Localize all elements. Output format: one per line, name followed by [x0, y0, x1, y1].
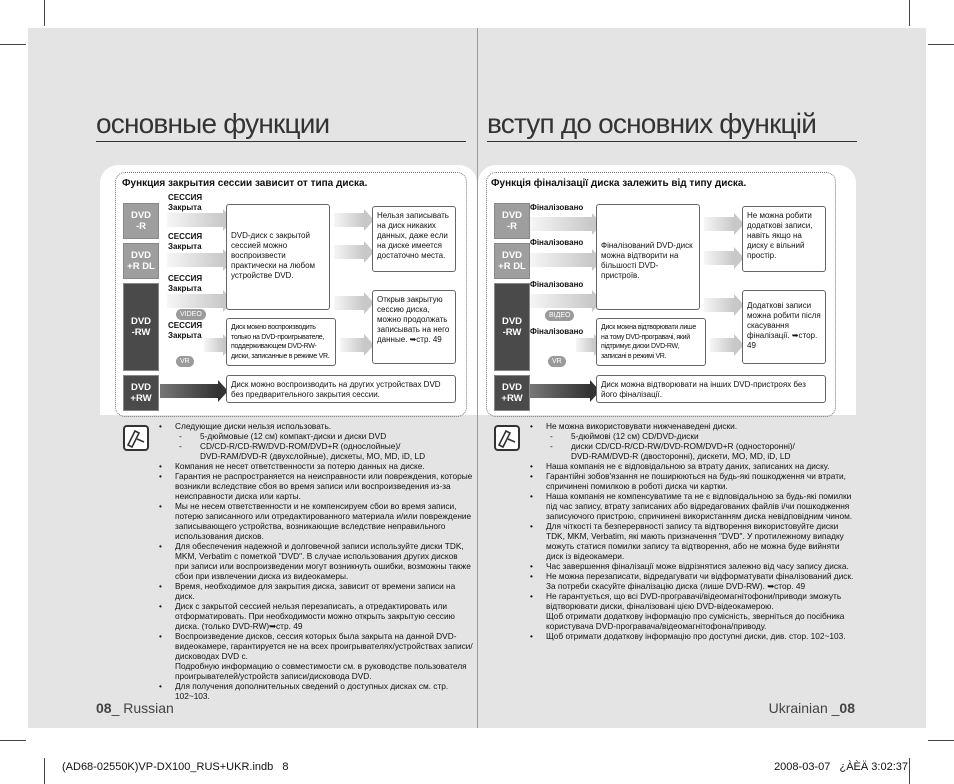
note-item: • Гарантия не распространяется на неисправности или повреждения, которые возникли вследствие сбоя во время записи или воспроизведения из-за неисправности диска или карты.: [155, 471, 473, 501]
note-item: - диски CD/CD-R/CD-RW/DVD-ROM/DVD+R (односторонні)/: [526, 441, 854, 451]
disc-dvd-prw: DVD +RW: [123, 375, 159, 411]
crop-mark: [909, 0, 910, 26]
crop-mark: [44, 758, 45, 784]
disc-dvd-r: DVD -R: [123, 203, 159, 239]
crop-mark: [909, 758, 910, 784]
session-label: Фіналізовано: [530, 203, 584, 212]
note-item: • Следующие диски нельзя использовать.: [155, 421, 473, 431]
title-rule-left: [96, 141, 466, 142]
arrow: [704, 217, 734, 231]
arrow: [334, 245, 364, 259]
note-item: • Час завершення фіналізації може відрізнятися залежно від часу запису диска.: [526, 561, 854, 571]
note-item: - CD/CD-R/CD-RW/DVD-ROM/DVD+R (однослойные)/: [155, 441, 473, 451]
page-language: _ Russian: [111, 700, 174, 716]
note-item: • Для чіткості та безперервності запису та відтворення використовуйте диски TDK, MKM, Verbatim, які мають призначення "DVD". У протилежному випадку можуть статися помилки запису та відтворення, або не можна буде вийняти диск із відеокамери.: [526, 521, 854, 561]
note-item: • Диск с закрытой сессией нельзя перезаписать, а отредактировать или отформатировать. При необходимости можно открыть закрытую сессию диска. (только DVD-RW)➥стр. 49: [155, 601, 473, 631]
session-label: СЕССИЯ Закрыта: [168, 193, 203, 212]
arrow: [204, 338, 223, 352]
crop-mark: [0, 44, 26, 45]
info-box: Фіналізований DVD-диск можна відтворити на більшості DVD-пристроїв.: [596, 204, 700, 310]
crop-mark: [44, 0, 45, 26]
page-language: Ukrainian _: [768, 700, 840, 716]
diagram-heading-right: Функція фіналізації диска залежить від типу диска.: [491, 178, 747, 189]
crop-mark: [928, 44, 954, 45]
badge-vr: VR: [548, 356, 566, 367]
note-pencil-icon: [494, 425, 520, 451]
diagram-heading-left: Функция закрытия сессии зависит от типа диска.: [122, 178, 368, 189]
session-label: Фіналізовано: [530, 327, 584, 336]
arrow: [167, 294, 223, 308]
info-box: DVD-диск с закрытой сессией можно воспроизвести практически на любом устройстве DVD.: [226, 204, 330, 310]
note-item: DVD-RAM/DVD-R (двухслойные), дискеты, MO, MD, iD, LD: [200, 451, 426, 461]
crop-mark: [0, 740, 26, 741]
disc-dvd-rw: DVD -RW: [123, 283, 159, 371]
session-label: Фіналізовано: [530, 280, 584, 289]
disc-dvd-r: DVD -R: [494, 203, 530, 239]
info-box: Диск можно воспроизводить только на DVD-проигрывателе, поддерживающем DVD-RW-диски, записанные в режиме VR.: [226, 318, 336, 366]
note-item: DVD-RAM/DVD-R (двосторонні), дискети, MO, MD, iD, LD: [571, 451, 791, 461]
badge-vr: VR: [176, 356, 194, 367]
arrow: [710, 338, 734, 352]
arrow: [340, 338, 364, 352]
arrow: [530, 384, 590, 398]
note-item: • Наша компанія не компенсуватиме та не є відповідальною за будь-які помилки під час запису, втрату записаних або відредагованих файлів і/чи пошкодження записуючого пристрою, спричинені використанням диска невідповідним чином.: [526, 491, 854, 521]
arrow: [530, 294, 592, 308]
print-slug-date: 2008-03-07 ¿ÀÈÄ 3:02:37: [774, 761, 908, 773]
page-footer-left: [96, 700, 174, 716]
notes-list-left: [155, 421, 473, 701]
note-item: • Компания не несет ответственности за потерю данных на диске.: [155, 461, 473, 471]
arrow: [530, 253, 592, 267]
note-pencil-icon: [123, 425, 149, 451]
disc-dvd-rw: DVD -RW: [494, 283, 530, 371]
note-item: • Не гарантується, що всі DVD-програвачі/відеомагнітофони/приводи зможуть відтворювати диски, фіналізовані цією DVD-відеокамерою.: [526, 591, 854, 611]
note-item: • Для обеспечения надежной и долговечной записи используйте диски TDK, MKM, Verbatim с пометкой "DVD". В случае использования других дисков при записи или воспроизведении могут возникнуть ошибки, возможны также сбои при извлечении диска из видеокамеры.: [155, 541, 473, 581]
note-item: Подробную информацию о совместимости см. в руководстве пользователя проигрывателей/устройств записи/дисковода DVD.: [175, 661, 467, 681]
arrow: [167, 213, 223, 227]
note-item: • Мы не несем ответственности и не компенсируем сбои во время записи, потерю записанного или отредактированного материала и/или повреждение записывающего устройства, возникающие вследствие неправильного использования дисков.: [155, 501, 473, 541]
info-box: Диск можно воспроизводить на других устройствах DVD без предварительного закрытия сессии.: [226, 375, 456, 403]
arrow: [530, 217, 592, 231]
title-rule-right: [487, 141, 857, 142]
disc-dvd-rdl: DVD +R DL: [494, 243, 530, 279]
arrow: [334, 213, 364, 227]
info-box: Диск можна відтворювати лише на тому DVD-програвачі, який підтримує диски DVD-RW, записані в режимі VR.: [596, 318, 706, 366]
arrow: [167, 253, 223, 267]
info-box: Нельзя записывать на диск никаких данных, даже если на диске имеется достаточно места.: [372, 206, 456, 272]
note-item: - 5-дюймовые (12 см) компакт-диски и диски DVD: [155, 431, 473, 441]
print-slug-file: (AD68-02550K)VP-DX100_RUS+UKR.indb 8: [62, 761, 289, 773]
badge-video: VIDEO: [176, 309, 206, 320]
arrow: [704, 251, 734, 265]
session-label: СЕССИЯ Закрыта: [168, 321, 203, 340]
info-box: Не можна робити додаткові записи, навіть якщо на диску є вільний простір.: [742, 206, 826, 272]
session-label: Фіналізовано: [530, 238, 584, 247]
page-number: 08: [839, 700, 855, 716]
badge-video: ВІДЕО: [545, 310, 574, 321]
session-label: СЕССИЯ Закрыта: [168, 232, 203, 251]
notes-list-right: [526, 421, 854, 641]
note-item: • Не можна використовувати нижченаведені диски.: [526, 421, 854, 431]
note-item: • Гарантійні зобов'язання не поширюються на будь-які пошкодження чи втрати, спричинені помилкою в роботі диска чи картки.: [526, 471, 854, 491]
disc-dvd-prw: DVD +RW: [494, 375, 530, 411]
note-item: • Щоб отримати додаткову інформацію про доступні диски, див. стор. 102~103.: [526, 631, 854, 641]
arrow: [334, 296, 364, 310]
info-box: Открыв закрытую сессию диска, можно продолжать записывать на него данные. ➥стр. 49: [372, 290, 456, 364]
note-item: • Не можна перезаписати, відредагувати чи відформатувати фіналізований диск. За потреби скасуйте фіналізацію диска (лише DVD-RW). ➥стор. 49: [526, 571, 854, 591]
note-item: • Воспроизведение дисков, сессия которых была закрыта на данной DVD-видеокамере, гарантируется не на всех проигрывателях/устройствах записи/дисководах DVD с.: [155, 631, 473, 661]
disc-dvd-rdl: DVD +R DL: [123, 243, 159, 279]
note-item: • Для получения дополнительных сведений о доступных дисках см. стр. 102~103.: [155, 681, 473, 701]
arrow: [160, 384, 218, 398]
arrow: [704, 298, 734, 312]
info-box: Додаткові записи можна робити після скасування фіналізації. ➥стор. 49: [742, 290, 826, 364]
crop-mark: [928, 740, 954, 741]
note-item: - 5-дюймові (12 см) CD/DVD-диски: [526, 431, 854, 441]
arrow: [576, 338, 594, 352]
note-item: • Время, необходимое для закрытия диска, зависит от времени записи на диск.: [155, 581, 473, 601]
page-number: 08: [96, 700, 112, 716]
session-label: СЕССИЯ Закрыта: [168, 274, 203, 293]
note-item: • Наша компанія не є відповідальною за втрату даних, записаних на диску.: [526, 461, 854, 471]
page-title-left: основные функции: [96, 108, 330, 139]
note-item: Щоб отримати додаткову інформацію про сумісність, зверніться до посібника користувача DVD-програвача/відеомагнітофона/приводу.: [546, 611, 845, 631]
page-footer-right: [769, 700, 855, 716]
info-box: Диск можна відтворювати на інших DVD-пристроях без його фіналізації.: [596, 375, 826, 403]
page-title-right: вступ до основних функцій: [487, 108, 817, 139]
